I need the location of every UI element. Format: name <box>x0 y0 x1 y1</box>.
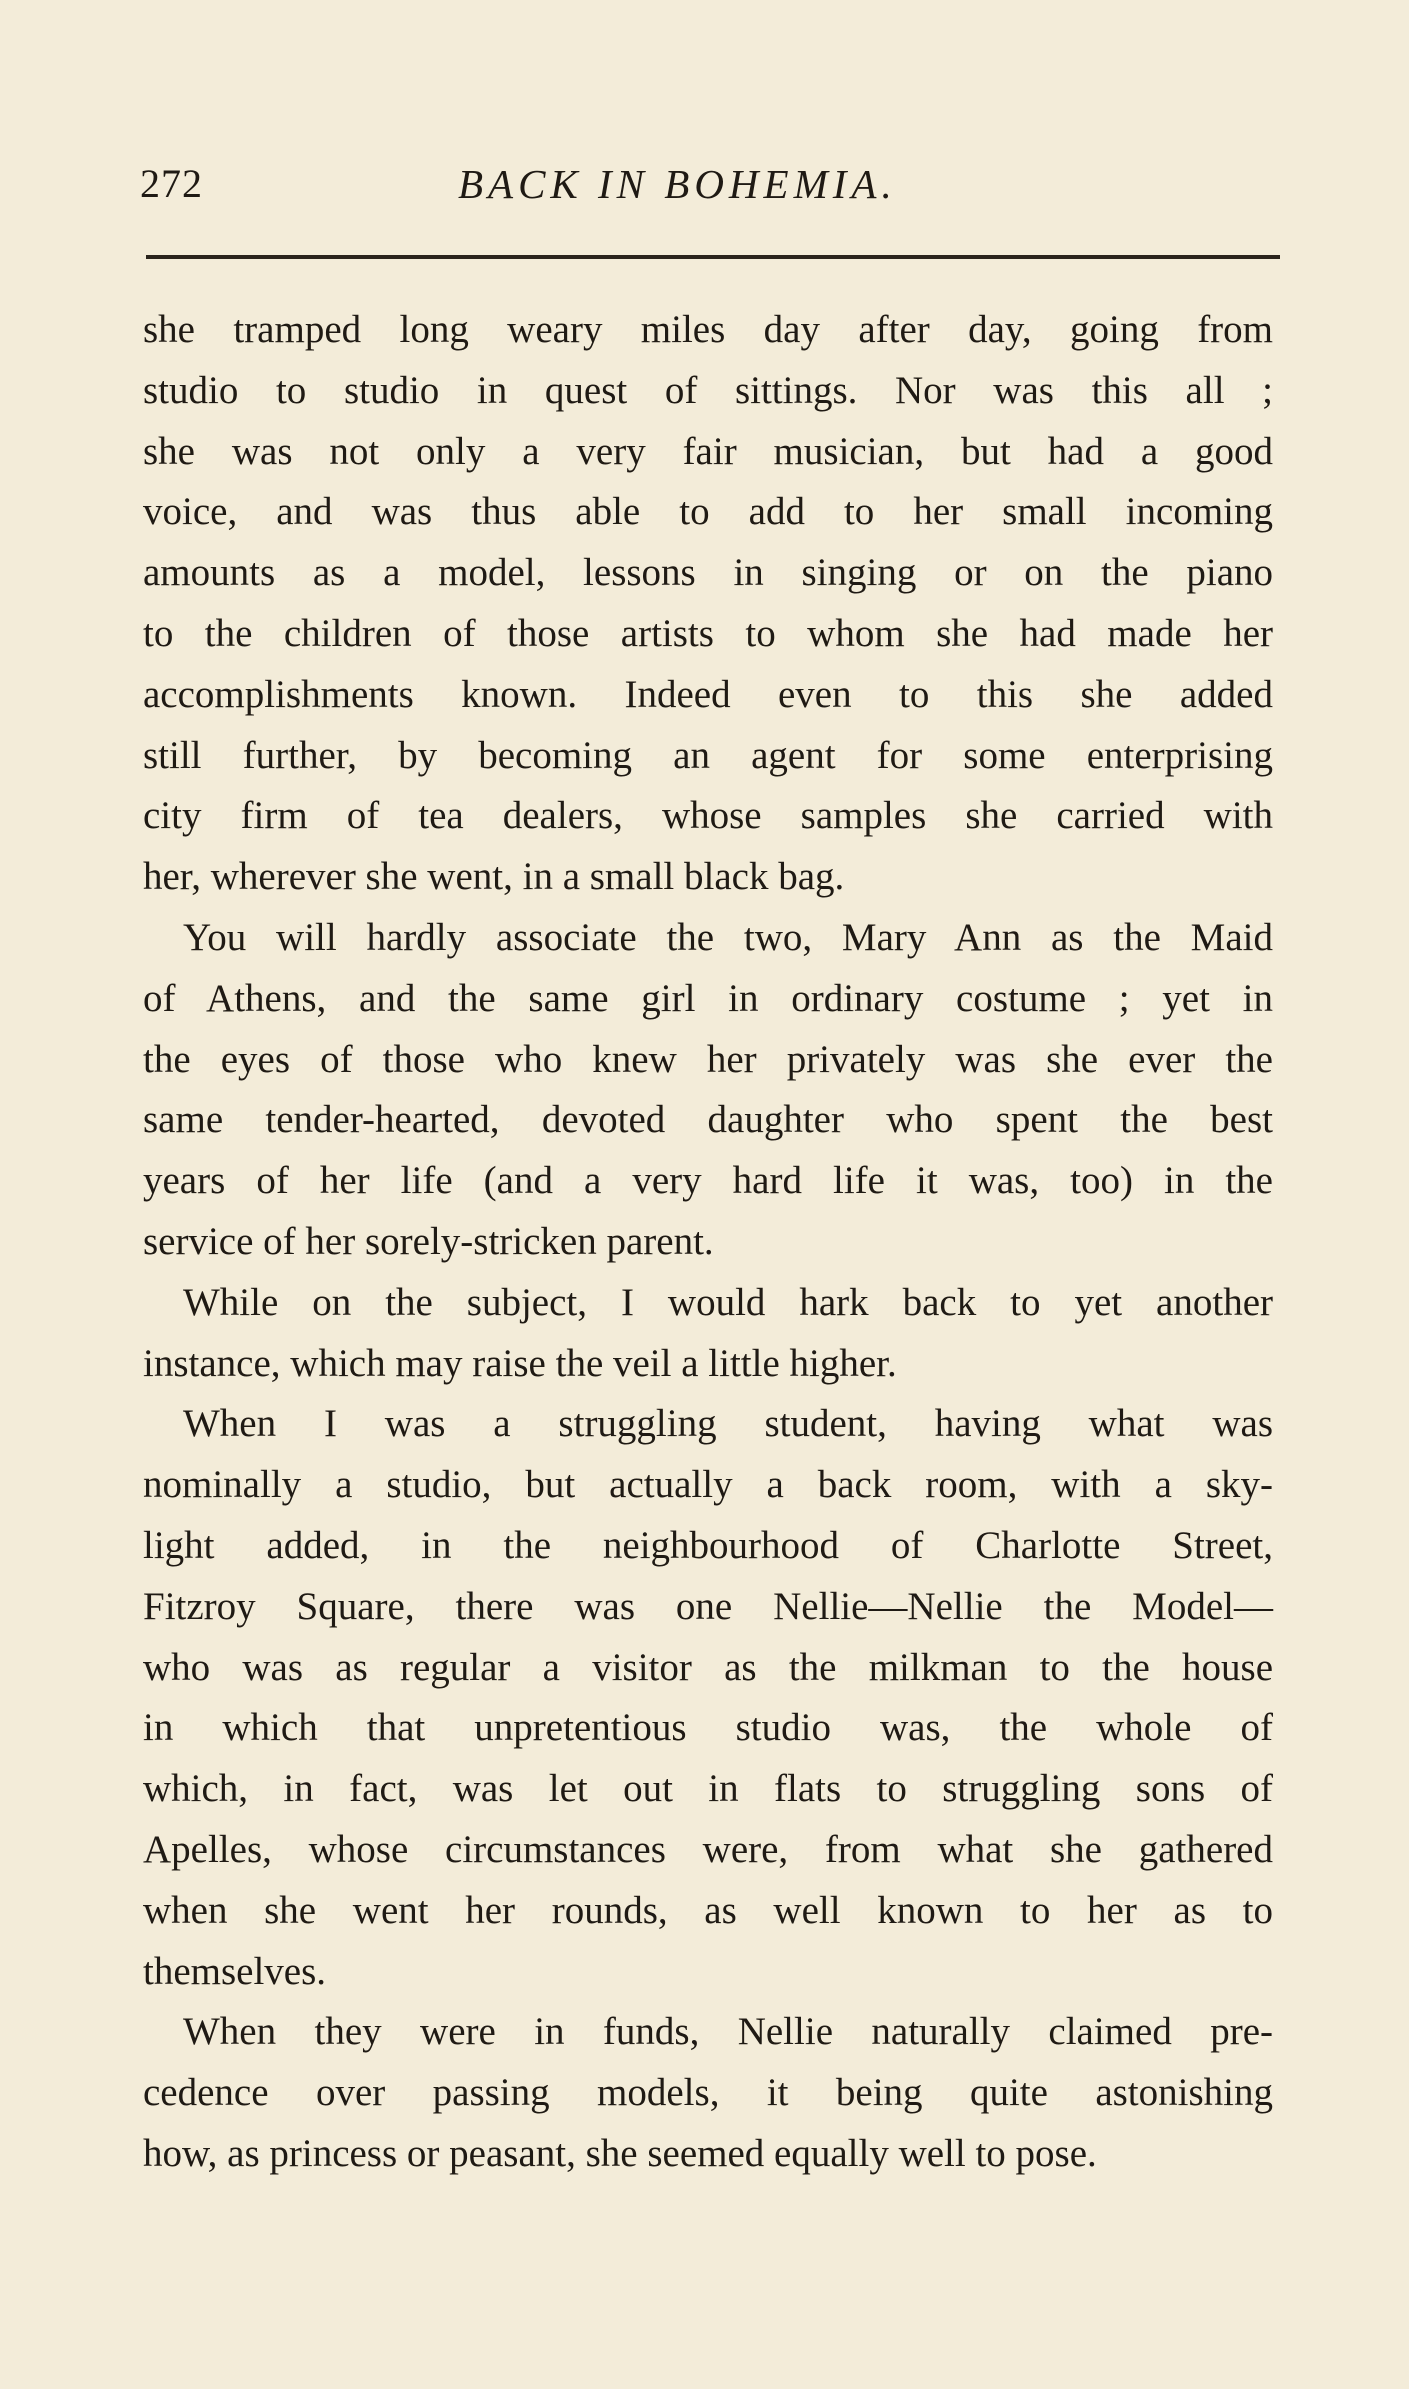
text-line: studio to studio in quest of sittings. Nor was this all ; <box>143 368 1273 412</box>
text-line: her, wherever she went, in a small black bag. <box>143 855 845 899</box>
text-line: of Athens, and the same girl in ordinary costume ; yet in <box>143 976 1273 1020</box>
text-line: instance, which may raise the veil a little higher. <box>143 1341 897 1385</box>
running-title: BACK IN BOHEMIA. <box>458 161 897 207</box>
body-text <box>143 300 1273 2185</box>
text-line: to the children of those artists to whom she had made her <box>143 611 1273 655</box>
text-line: themselves. <box>143 1949 327 1993</box>
text-line: she tramped long weary miles day after day, going from <box>143 308 1273 351</box>
text-line: cedence over passing models, it being quite astonishing <box>143 2071 1273 2115</box>
page-number: 272 <box>140 161 203 206</box>
header-rule <box>146 255 1280 259</box>
text-line: When they were in funds, Nellie naturally claimed pre- <box>183 2010 1273 2054</box>
text-line: how, as princess or peasant, she seemed equally well to pose. <box>143 2131 1097 2175</box>
text-line: Apelles, whose circumstances were, from what she gathered <box>143 1827 1273 1871</box>
text-line: nominally a studio, but actually a back room, with a sky- <box>143 1463 1273 1507</box>
paragraph <box>143 908 1273 1273</box>
text-line: accomplishments known. Indeed even to this she added <box>143 672 1273 716</box>
paragraph <box>143 300 1273 908</box>
paragraph <box>143 1394 1273 2002</box>
paragraph <box>143 2002 1273 2184</box>
text-line: voice, and was thus able to add to her small incoming <box>143 490 1273 534</box>
paragraph <box>143 1273 1273 1395</box>
text-line: in which that unpretentious studio was, the whole of <box>143 1706 1273 1750</box>
text-line: Fitzroy Square, there was one Nellie—Nellie the Model— <box>143 1584 1273 1628</box>
text-line: who was as regular a visitor as the milkman to the house <box>143 1645 1273 1689</box>
text-line: city firm of tea dealers, whose samples she carried with <box>143 794 1273 838</box>
text-line: she was not only a very fair musician, but had a good <box>143 429 1273 473</box>
text-line: service of her sorely-stricken parent. <box>143 1219 714 1263</box>
text-line: light added, in the neighbourhood of Charlotte Street, <box>143 1523 1273 1567</box>
text-line: the eyes of those who knew her privately was she ever the <box>143 1037 1273 1081</box>
page-header <box>140 160 1280 220</box>
text-line: when she went her rounds, as well known to her as to <box>143 1888 1273 1932</box>
text-line: years of her life (and a very hard life it was, too) in the <box>143 1159 1273 1203</box>
text-line: You will hardly associate the two, Mary Ann as the Maid <box>183 915 1273 959</box>
text-line: still further, by becoming an agent for some enterprising <box>143 733 1273 777</box>
text-line: same tender-hearted, devoted daughter who spent the best <box>143 1098 1273 1142</box>
text-line: amounts as a model, lessons in singing or on the piano <box>143 551 1273 595</box>
text-line: While on the subject, I would hark back to yet another <box>183 1280 1273 1324</box>
text-line: When I was a struggling student, having what was <box>183 1402 1273 1446</box>
text-line: which, in fact, was let out in flats to struggling sons of <box>143 1767 1273 1811</box>
